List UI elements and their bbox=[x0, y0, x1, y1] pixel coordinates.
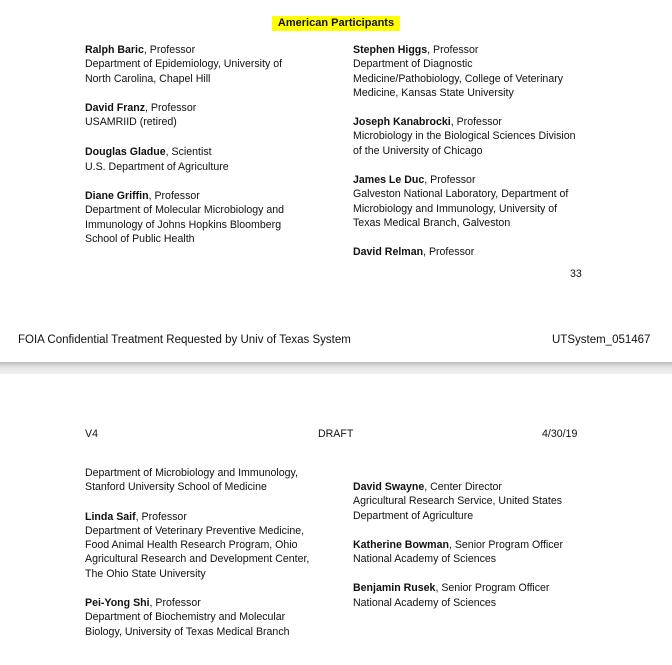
participant-title: , Professor bbox=[424, 174, 476, 187]
affiliation-line: Food Animal Health Research Program, Ohio bbox=[85, 539, 298, 552]
affiliation-line: North Carolina, Chapel Hill bbox=[85, 72, 211, 85]
participant-name: Douglas Gladue bbox=[85, 146, 166, 159]
affiliation-line: Microbiology in the Biological Sciences Division bbox=[353, 130, 576, 143]
participant-entry bbox=[85, 145, 330, 174]
participants-left-column bbox=[85, 43, 330, 246]
page-separator bbox=[0, 362, 672, 374]
affiliation-line: The Ohio State University bbox=[85, 567, 206, 580]
affiliation-line: Agricultural Research Service, United States bbox=[353, 495, 563, 508]
participant-name: Benjamin Rusek bbox=[353, 582, 436, 595]
affiliation-line: Texas Medical Branch, Galveston bbox=[353, 216, 511, 229]
affiliation-line: School of Public Health bbox=[85, 232, 195, 245]
participant-name: Katherine Bowman bbox=[353, 538, 449, 551]
participant-entry bbox=[353, 173, 598, 230]
draft-label: DRAFT bbox=[318, 428, 354, 440]
participant-name: David Swayne bbox=[353, 481, 425, 493]
participant-name: Ralph Baric bbox=[85, 44, 144, 56]
participant-name-line bbox=[85, 101, 330, 115]
participant-name-line bbox=[85, 43, 330, 57]
participant-entry bbox=[353, 245, 598, 259]
participant-entry bbox=[353, 581, 598, 610]
affiliation-line: Microbiology and Immunology, University of bbox=[353, 202, 558, 215]
affiliation-line: Department of Molecular Microbiology and bbox=[85, 204, 285, 217]
participant-title: , Professor bbox=[143, 44, 196, 56]
participant-title: , Professor bbox=[135, 510, 187, 523]
bates-number: UTSystem_051467 bbox=[552, 334, 651, 346]
affiliation-line: Galveston National Laboratory, Department of bbox=[353, 188, 569, 201]
participant-entry bbox=[353, 115, 598, 158]
affiliation-line: National Academy of Sciences bbox=[353, 553, 497, 566]
affiliation-line: Immunology of Johns Hopkins Bloomberg bbox=[85, 218, 282, 231]
participant-entry bbox=[85, 510, 330, 581]
affiliation-line: USAMRIID (retired) bbox=[85, 116, 177, 129]
affiliation-line: Department of Biochemistry and Molecular bbox=[85, 611, 286, 624]
affiliation-line: National Academy of Sciences bbox=[353, 596, 497, 609]
participant-entry bbox=[85, 596, 330, 639]
participant-name-line bbox=[353, 245, 598, 259]
participant-title: , Professor bbox=[450, 116, 502, 129]
participant-name: Linda Saif bbox=[85, 510, 136, 523]
participant-name-line bbox=[353, 480, 598, 494]
participant-name: Pei-Yong Shi bbox=[85, 597, 150, 610]
participant-name: Joseph Kanabrocki bbox=[353, 116, 451, 129]
participant-entry bbox=[85, 466, 330, 495]
participant-title: , Center Director bbox=[424, 481, 502, 493]
section-heading: American Participants bbox=[272, 16, 400, 31]
participant-entry bbox=[85, 189, 330, 246]
participants-right-column-p2 bbox=[353, 480, 598, 610]
affiliation-line: Biology, University of Texas Medical Branch bbox=[85, 625, 290, 638]
participant-name-line bbox=[85, 510, 330, 524]
participant-name-line bbox=[353, 115, 598, 129]
participant-entry bbox=[85, 101, 330, 130]
participant-name: David Relman bbox=[353, 246, 424, 259]
participant-entry bbox=[353, 538, 598, 567]
affiliation-line: U.S. Department of Agriculture bbox=[85, 160, 229, 173]
participant-title: , Senior Program Officer bbox=[448, 538, 563, 551]
version-label: V4 bbox=[85, 428, 98, 440]
participant-title: , Professor bbox=[148, 190, 200, 203]
participant-title: , Scientist bbox=[165, 146, 212, 159]
affiliation-line: Department of Agriculture bbox=[353, 509, 474, 522]
participant-entry bbox=[353, 43, 598, 100]
participant-name-line bbox=[353, 43, 598, 57]
participant-name: David Franz bbox=[85, 101, 146, 114]
participant-name-line bbox=[85, 145, 330, 159]
participant-entry bbox=[85, 43, 330, 86]
participant-title: , Professor bbox=[423, 246, 475, 259]
affiliation-line: Department of Veterinary Preventive Medicine, bbox=[85, 524, 305, 537]
date-label: 4/30/19 bbox=[542, 428, 578, 440]
participant-name: Diane Griffin bbox=[85, 190, 149, 203]
affiliation-line: Medicine/Pathobiology, College of Veterinary bbox=[353, 72, 564, 85]
participant-name-line bbox=[353, 538, 598, 552]
participant-name-line bbox=[85, 189, 330, 203]
participant-title: , Professor bbox=[145, 101, 197, 114]
participant-name-line bbox=[85, 596, 330, 610]
section-heading-wrap bbox=[0, 13, 672, 31]
page-number: 33 bbox=[570, 268, 582, 280]
affiliation-line: Department of Diagnostic bbox=[353, 58, 473, 71]
affiliation-line: Medicine, Kansas State University bbox=[353, 86, 514, 99]
participant-name: James Le Duc bbox=[353, 174, 425, 187]
participant-name-line bbox=[353, 581, 598, 595]
affiliation-line: Department of Microbiology and Immunology, bbox=[85, 467, 298, 479]
participant-name: Stephen Higgs bbox=[353, 44, 428, 56]
participant-entry bbox=[353, 480, 598, 523]
participant-title: , Senior Program Officer bbox=[435, 582, 550, 595]
affiliation-line: Department of Epidemiology, University of bbox=[85, 58, 283, 71]
participants-right-column bbox=[353, 43, 598, 260]
participant-title: , Professor bbox=[149, 597, 201, 610]
affiliation-line: of the University of Chicago bbox=[353, 144, 483, 157]
participant-title: , Professor bbox=[427, 44, 479, 56]
foia-footer-text: FOIA Confidential Treatment Requested by Univ of Texas System bbox=[18, 334, 351, 346]
participant-name-line bbox=[353, 173, 598, 187]
participants-left-column-p2 bbox=[85, 466, 330, 639]
affiliation-line: Agricultural Research and Development Center, bbox=[85, 553, 310, 566]
affiliation-line: Stanford University School of Medicine bbox=[85, 481, 267, 494]
